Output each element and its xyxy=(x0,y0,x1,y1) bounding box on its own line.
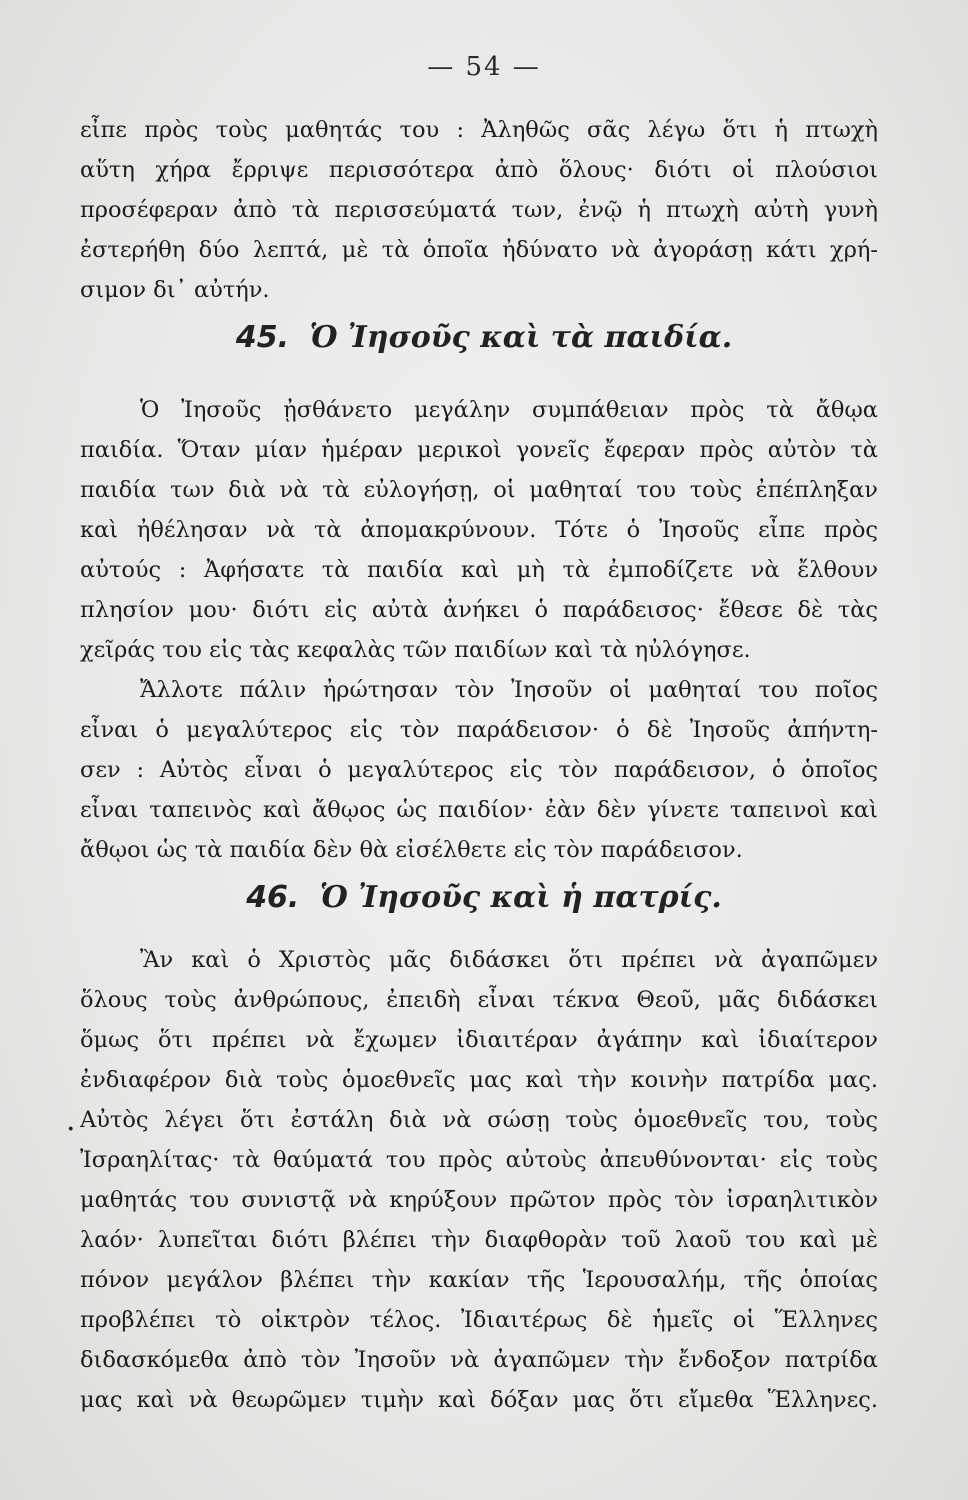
text-line: μας καὶ νὰ θεωρῶμεν τιμὴν καὶ δόξαν μας ὅτι εἴμεθα Ἕλληνες. xyxy=(80,1387,878,1413)
text-line: ἐνδιαφέρον διὰ τοὺς ὁμοεθνεῖς μας καὶ τὴν κοινὴν πατρίδα μας. xyxy=(80,1067,878,1093)
section-number: 46. xyxy=(246,880,300,915)
text-line: λαόν· λυπεῖται διότι βλέπει τὴν διαφθορὰν τοῦ λαοῦ του καὶ μὲ xyxy=(80,1227,878,1253)
text-line: μαθητάς του συνιστᾷ νὰ κηρύξουν πρῶτον πρὸς τὸν ἰσραηλιτικὸν xyxy=(80,1187,878,1213)
margin-dot: · xyxy=(66,1112,76,1147)
text-line: εἶπε πρὸς τοὺς μαθητάς του : Ἀληθῶς σᾶς λέγω ὅτι ἡ πτωχὴ xyxy=(80,117,878,143)
text-line: παιδία των διὰ νὰ τὰ εὐλογήσῃ, οἱ μαθηταί του τοὺς ἐπέπληξαν xyxy=(80,477,878,503)
paragraph-4 xyxy=(80,940,878,1420)
text-line: Ἰσραηλίτας· τὰ θαύματά του πρὸς αὐτοὺς ἀπευθύνονται· εἰς τοὺς xyxy=(80,1147,878,1173)
text-line: προσέφεραν ἀπὸ τὰ περισσεύματά των, ἐνῷ ἡ πτωχὴ αὐτὴ γυνὴ xyxy=(80,197,878,223)
page-number: — 54 — xyxy=(427,52,541,82)
text-line: αὐτούς : Ἀφήσατε τὰ παιδία καὶ μὴ τὰ ἐμποδίζετε νὰ ἔλθουν xyxy=(80,557,878,583)
text-line: πλησίον μου· διότι εἰς αὐτὰ ἀνήκει ὁ παράδεισος· ἔθεσε δὲ τὰς xyxy=(80,597,878,623)
paragraph-1 xyxy=(80,110,878,310)
text-line: παιδία. Ὅταν μίαν ἡμέραν μερικοὶ γονεῖς ἔφεραν πρὸς αὐτὸν τὰ xyxy=(80,437,878,463)
paragraph-2 xyxy=(80,390,878,670)
text-line: Αὐτὸς λέγει ὅτι ἐστάλη διὰ νὰ σώσῃ τοὺς ὁμοεθνεῖς του, τοὺς xyxy=(80,1107,878,1133)
text-line: ἐστερήθη δύο λεπτά, μὲ τὰ ὁποῖα ἠδύνατο νὰ ἀγοράσῃ κάτι χρή- xyxy=(80,237,878,263)
text-line: Ἄλλοτε πάλιν ἠρώτησαν τὸν Ἰησοῦν οἱ μαθηταί του ποῖος xyxy=(140,677,878,703)
text-line: εἶναι ὁ μεγαλύτερος εἰς τὸν παράδεισον· ὁ δὲ Ἰησοῦς ἀπήντη- xyxy=(80,717,878,743)
section-title: Ὁ Ἰησοῦς καὶ τὰ παιδία. xyxy=(309,320,733,355)
text-line: χεῖράς του εἰς τὰς κεφαλὰς τῶν παιδίων καὶ τὰ ηὐλόγησε. xyxy=(80,637,751,663)
text-line: εἶναι ταπεινὸς καὶ ἄθῳος ὡς παιδίον· ἐὰν δὲν γίνετε ταπεινοὶ καὶ xyxy=(80,797,878,823)
text-line: πόνον μεγάλον βλέπει τὴν κακίαν τῆς Ἱερουσαλήμ, τῆς ὁποίας xyxy=(80,1267,878,1293)
section-number: 45. xyxy=(235,320,289,355)
text-line: ὅλους τοὺς ἀνθρώπους, ἐπειδὴ εἶναι τέκνα Θεοῦ, μᾶς διδάσκει xyxy=(80,987,878,1013)
text-line: Ὁ Ἰησοῦς ᾐσθάνετο μεγάλην συμπάθειαν πρὸς τὰ ἄθῳα xyxy=(140,397,878,423)
text-line: ἄθῳοι ὡς τὰ παιδία δὲν θὰ εἰσέλθετε εἰς τὸν παράδεισον. xyxy=(80,837,743,863)
text-line: σιμον δι᾽ αὐτήν. xyxy=(80,277,270,303)
text-line: αὕτη χήρα ἔρριψε περισσότερα ἀπὸ ὅλους· διότι οἱ πλούσιοι xyxy=(80,157,878,183)
text-line: διδασκόμεθα ἀπὸ τὸν Ἰησοῦν νὰ ἀγαπῶμεν τὴν ἔνδοξον πατρίδα xyxy=(80,1347,878,1373)
text-line: προβλέπει τὸ οἰκτρὸν τέλος. Ἰδιαιτέρως δὲ ἡμεῖς οἱ Ἕλληνες xyxy=(80,1307,878,1333)
text-line: καὶ ἠθέλησαν νὰ τὰ ἀπομακρύνουν. Τότε ὁ Ἰησοῦς εἶπε πρὸς xyxy=(80,517,878,543)
text-line: Ἂν καὶ ὁ Χριστὸς μᾶς διδάσκει ὅτι πρέπει νὰ ἀγαπῶμεν xyxy=(140,947,878,973)
section-heading-45 xyxy=(0,320,968,355)
paragraph-3 xyxy=(80,670,878,870)
text-line: ὅμως ὅτι πρέπει νὰ ἔχωμεν ἰδιαιτέραν ἀγάπην καὶ ἰδιαίτερον xyxy=(80,1027,878,1053)
text-line: σεν : Αὐτὸς εἶναι ὁ μεγαλύτερος εἰς τὸν παράδεισον, ὁ ὁποῖος xyxy=(80,757,878,783)
section-title: Ὁ Ἰησοῦς καὶ ἡ πατρίς. xyxy=(319,880,722,915)
section-heading-46 xyxy=(0,880,968,915)
